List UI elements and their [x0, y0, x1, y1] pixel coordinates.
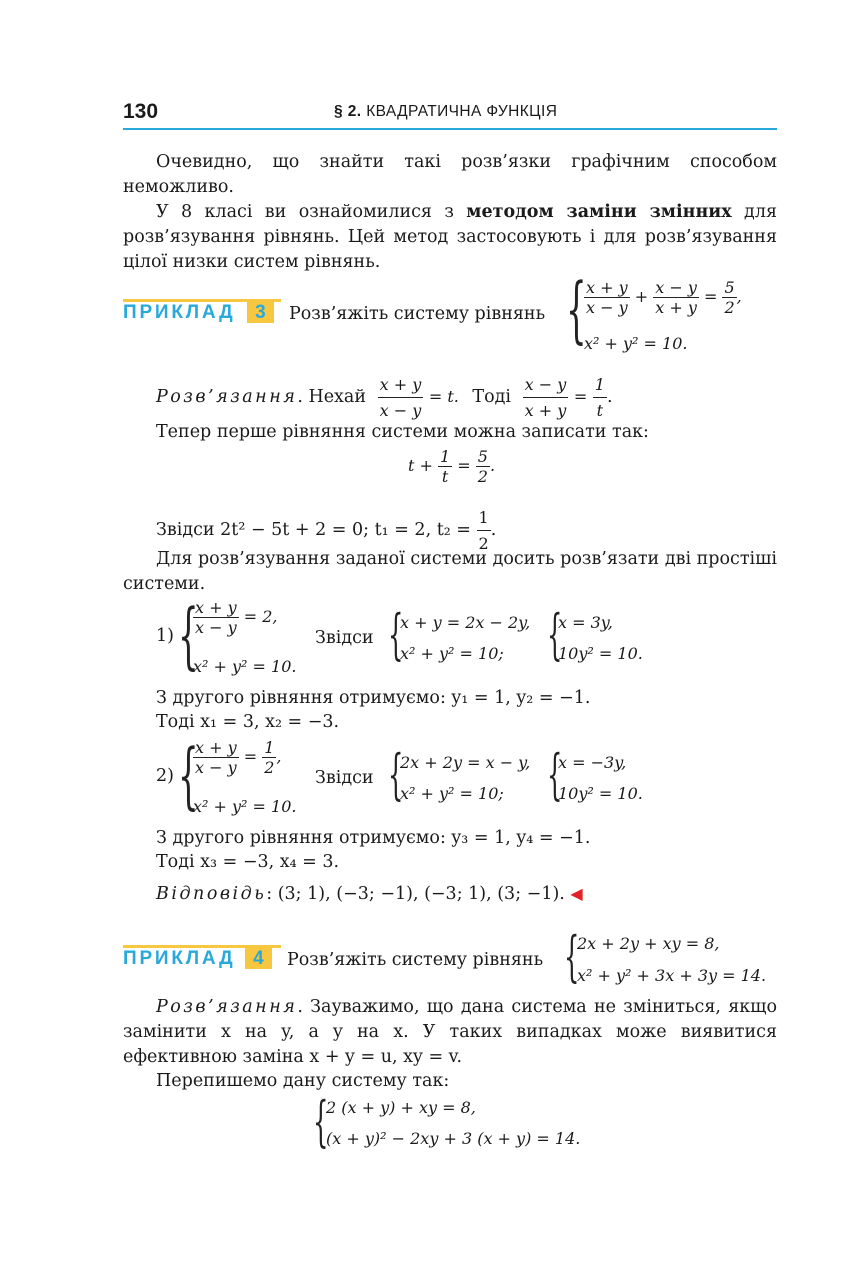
t-term: t +	[408, 456, 433, 475]
plus-sign: +	[634, 287, 649, 306]
case-2-label: 2)	[156, 766, 174, 786]
running-header	[334, 103, 557, 121]
system-brace: {	[547, 603, 563, 666]
t-equation	[408, 447, 495, 486]
case-1-label: 1)	[156, 626, 174, 646]
example-number: 4	[245, 948, 272, 969]
header-rule	[123, 128, 777, 130]
case-2-s2: x² + y² = 10;	[400, 784, 504, 803]
case-2-t2: 10y² = 10.	[558, 784, 643, 803]
frac-den: x − y	[586, 298, 628, 317]
frac-den: 2	[477, 467, 488, 486]
intro-paragraph-1: Очевидно, що знайти такі розв’язки графічним способом неможливо.	[123, 152, 777, 197]
example-4-heading	[123, 948, 272, 970]
answer-text: : (3; 1), (−3; −1), (−3; 1), (3; −1).	[266, 884, 565, 904]
case-1-eq1	[193, 598, 278, 637]
dot: .	[606, 387, 613, 407]
section-number: § 2.	[334, 103, 362, 120]
split-paragraph: Для розв’язування заданої системи досить розв’язати дві простіші системи.	[123, 549, 777, 594]
frac-num: x + y	[195, 738, 237, 757]
example-3-heading	[123, 302, 274, 324]
frac-den: x − y	[379, 401, 422, 420]
case-2-eq2: x² + y² = 10.	[193, 797, 297, 816]
example-3-eq2: x² + y² = 10.	[584, 334, 688, 353]
case-2-s1: 2x + 2y = x − y,	[400, 753, 531, 772]
solution-4-eq2: (x + y)² − 2xy + 3 (x + y) = 14.	[326, 1129, 581, 1148]
frac-num: x + y	[195, 598, 237, 617]
case-2-t1: x = −3y,	[558, 753, 627, 772]
frac-num: 1	[593, 372, 607, 398]
answer-line	[156, 881, 583, 907]
example-number: 3	[247, 302, 274, 323]
example-4-eq1: 2x + 2y + xy = 8,	[577, 934, 720, 953]
system-brace: {	[388, 743, 404, 806]
chapter-title: КВАДРАТИЧНА ФУНКЦІЯ	[366, 103, 558, 120]
comma: ,	[736, 287, 742, 306]
solution-label: Розв’язання	[156, 387, 298, 407]
example-label: ПРИКЛАД	[123, 948, 236, 969]
case-1-t2: 10y² = 10.	[558, 644, 643, 663]
case-2-result-2: Тоді x₃ = −3, x₄ = 3.	[156, 852, 340, 872]
equals-sign: =	[573, 387, 588, 406]
frac-den: x − y	[195, 758, 237, 777]
hence-text: Звідси 2t² − 5t + 2 = 0; t₁ = 2, t₂ =	[156, 520, 471, 540]
dot: .	[489, 456, 496, 475]
equals-sign: =	[457, 456, 471, 475]
system-brace: {	[313, 1090, 329, 1153]
let-rhs: = t.	[428, 387, 459, 406]
solution-4-eq1: 2 (x + y) + xy = 8,	[326, 1098, 476, 1117]
frac-num: x + y	[378, 372, 424, 398]
system-brace: {	[178, 733, 199, 817]
case-2-result-1: З другого рівняння отримуємо: y₃ = 1, y₄ = −1.	[156, 828, 591, 848]
frac-den: x + y	[655, 298, 697, 317]
intro-paragraph-2	[123, 200, 777, 275]
frac-num: x + y	[586, 278, 628, 297]
system-brace: {	[566, 267, 587, 351]
case-1-eq2: x² + y² = 10.	[193, 657, 297, 676]
solution-label: Розв’язання	[156, 997, 298, 1017]
solution-4-paragraph	[123, 995, 777, 1070]
solution-3-let	[156, 372, 613, 423]
end-of-solution-icon: ◀	[570, 884, 583, 903]
intro-text-cont: для розв’язування рівнянь. Цей метод застосовують і для розв’язування цілої низки систем рівнянь.	[123, 202, 777, 272]
case-2-eq1: $\frac{x + y}{x - y}$ = $\frac{1}{2}$ ,	[195, 738, 282, 777]
solution-3-rewrite: Тепер перше рівняння системи можна записати так:	[156, 422, 649, 442]
system-brace: {	[178, 593, 199, 677]
frac-den: x − y	[195, 618, 237, 637]
example-3-task: Розв’яжіть систему рівнянь	[289, 304, 546, 324]
example-label: ПРИКЛАД	[123, 302, 236, 323]
case-1-result-2: Тоді x₁ = 3, x₂ = −3.	[156, 712, 340, 732]
frac-num: 1	[264, 738, 275, 757]
case-1-t1: x = 3y,	[558, 613, 613, 632]
hence-line: Звідси 2t² − 5t + 2 = 0; t₁ = 2, t₂ = $\frac{1}{2}$ .	[156, 505, 496, 556]
case-1-rhs: = 2,	[243, 607, 278, 626]
system-brace: {	[564, 925, 580, 988]
whence-2: Звідси	[315, 768, 374, 788]
let-text: . Нехай	[297, 387, 367, 407]
frac-num: x − y	[655, 278, 697, 297]
frac-num: x − y	[523, 372, 569, 398]
frac-num: 1	[440, 447, 451, 466]
solution-4-text: . Зауважимо, що дана система не зміниться, якщо замінити x на y, а y на x. У таких випадках може виявитися ефективною заміна x + y = u, xy = v.	[123, 997, 777, 1067]
system-brace: {	[547, 743, 563, 806]
frac-den: 2	[724, 298, 735, 317]
frac-num: 5	[477, 447, 488, 466]
case-1-s1: x + y = 2x − 2y,	[400, 613, 531, 632]
frac-den: 2	[264, 758, 275, 777]
intro-text: У 8 класі ви ознайомилися з	[156, 202, 467, 222]
frac-den: t	[441, 467, 449, 486]
whence-1: Звідси	[315, 628, 374, 648]
example-4-task: Розв’яжіть систему рівнянь	[287, 950, 544, 970]
frac-den: 2	[478, 534, 489, 553]
frac-den: t	[596, 401, 604, 420]
frac-num: 5	[724, 278, 735, 297]
solution-4-rewrite: Перепишемо дану систему так:	[156, 1071, 450, 1091]
frac-den: x + y	[524, 401, 567, 420]
case-1-s2: x² + y² = 10;	[400, 644, 504, 663]
example-4-eq2: x² + y² + 3x + 3y = 14.	[577, 966, 767, 985]
case-1-result-1: З другого рівняння отримуємо: y₁ = 1, y₂ = −1.	[156, 688, 591, 708]
example-3-eq1: $\frac{x + y}{x - y}$ + $\frac{x - y}{x + y}$ = $\frac{5}{2}$ ,	[586, 278, 742, 317]
frac-num: 1	[477, 505, 491, 531]
page-number: 130	[123, 100, 159, 123]
then-text: Тоді	[472, 387, 512, 407]
answer-label: Відповідь	[156, 884, 267, 904]
system-brace: {	[388, 603, 404, 666]
intro-bold-term: методом заміни змінних	[466, 202, 732, 222]
